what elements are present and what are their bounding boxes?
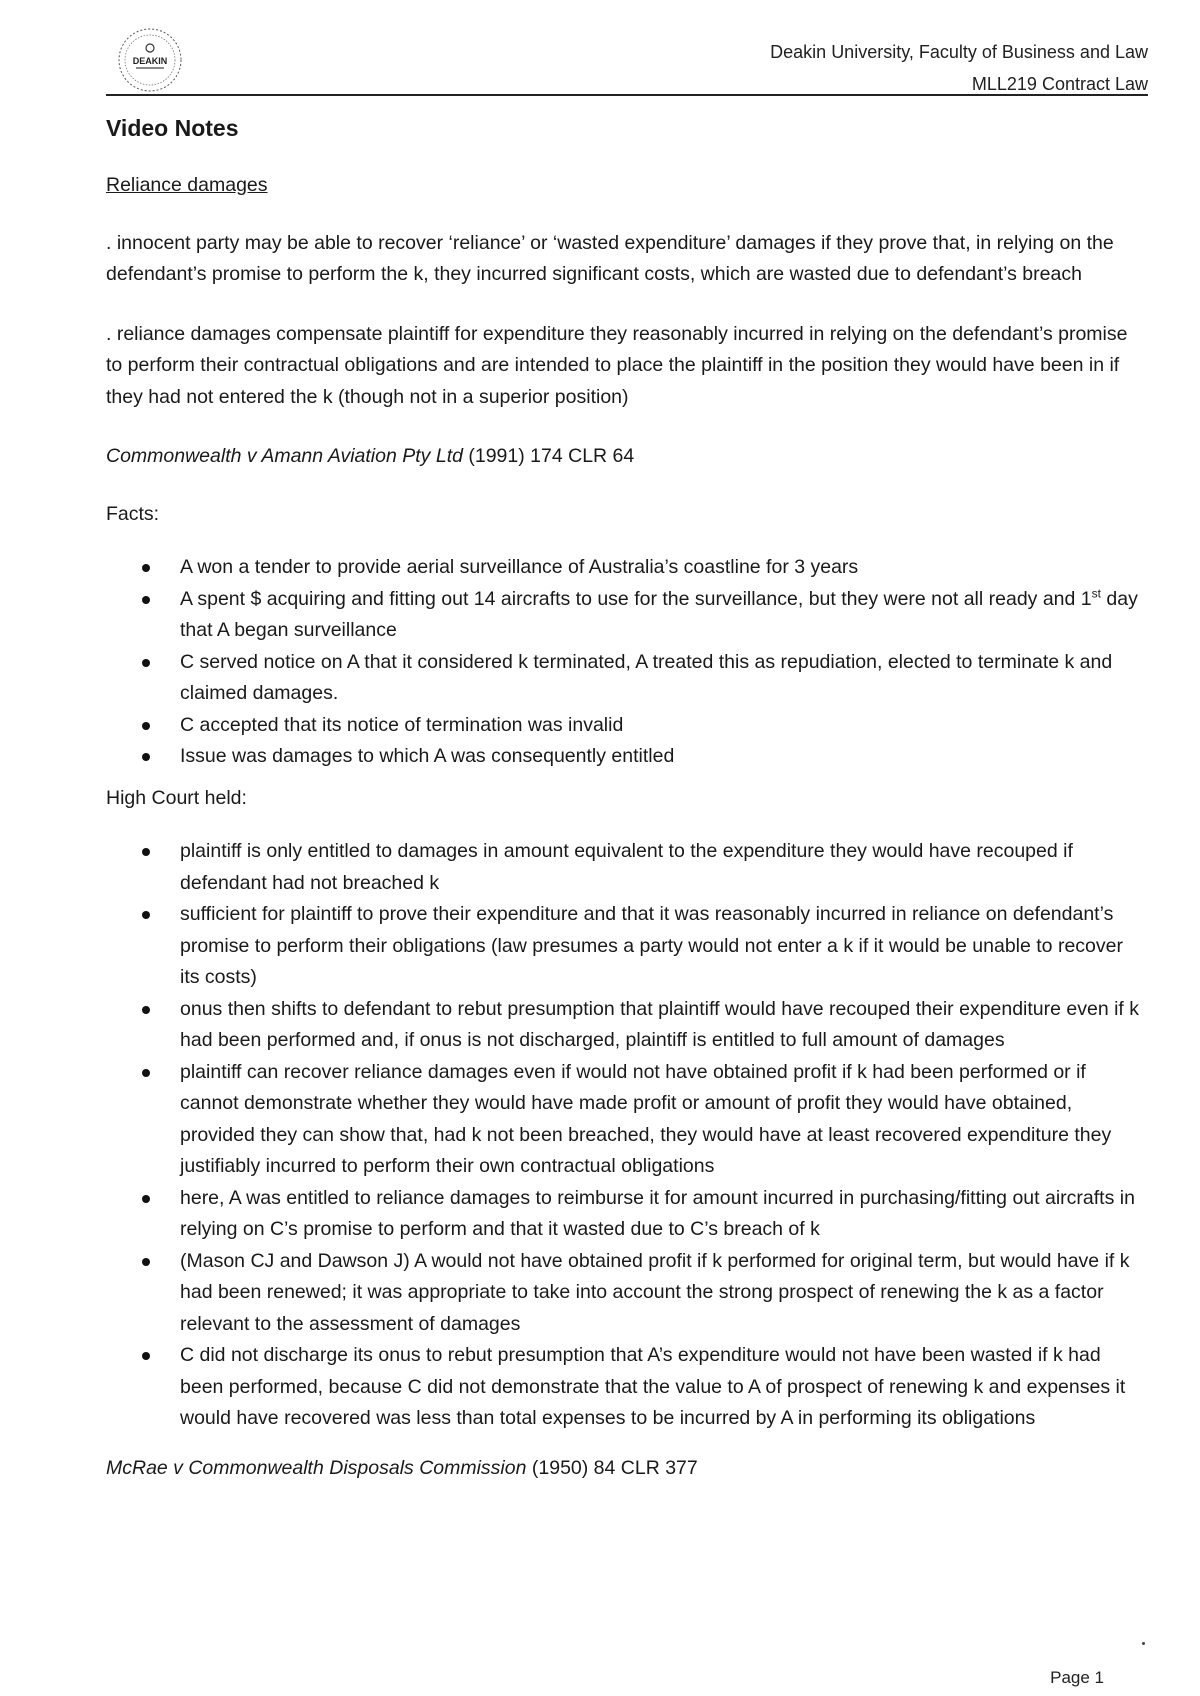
case-reference: (1950) 84 CLR 377 xyxy=(526,1456,698,1479)
held-label: High Court held: xyxy=(106,786,247,809)
case-citation-amann xyxy=(106,441,1146,473)
bullet-icon xyxy=(142,1258,150,1266)
bullet-icon xyxy=(142,848,150,856)
header-divider xyxy=(106,94,1148,96)
stray-mark xyxy=(1142,1642,1145,1645)
case-name: McRae v Commonwealth Disposals Commission xyxy=(106,1456,527,1479)
held-list xyxy=(106,836,1146,1435)
facts-label: Facts: xyxy=(106,502,160,525)
page-header xyxy=(770,36,1148,100)
document-title: Video Notes xyxy=(106,115,239,141)
bullet-icon xyxy=(142,659,150,667)
bullet-icon xyxy=(142,722,150,730)
list-item: plaintiff is only entitled to damages in amount equivalent to the expenditure they would have recouped if defendant had not breached k xyxy=(106,836,1146,899)
paragraph-1: . innocent party may be able to recover ‘reliance’ or ‘wasted expenditure’ damages if they prove that, in relying on the defendant’s promise to perform the k, they incurred significant costs, which are wasted due to defendant’s breach xyxy=(106,231,1114,285)
list-item: A spent $ acquiring and fitting out 14 aircrafts to use for the surveillance, but they were not all ready and 1st day that A began surveillance xyxy=(106,584,1146,647)
bullet-icon xyxy=(142,911,150,919)
bullet-icon xyxy=(142,1069,150,1077)
paragraph-2: . reliance damages compensate plaintiff for expenditure they reasonably incurred in relying on the defendant’s promise to perform their contractual obligations and are intended to place the plaintiff in the position they would have been in if they had not entered the k (though not in a superior position) xyxy=(106,322,1128,408)
header-university: Deakin University, Faculty of Business and Law xyxy=(770,42,1148,62)
bullet-icon xyxy=(142,1006,150,1014)
section-heading: Reliance damages xyxy=(106,174,268,196)
list-item: C served notice on A that it considered k terminated, A treated this as repudiation, elected to terminate k and claimed damages. xyxy=(106,647,1146,710)
list-item: C did not discharge its onus to rebut presumption that A’s expenditure would not have been wasted if k had been performed, because C did not demonstrate that the value to A of prospect of renewing k and expenses it would have recovered was less than total expenses to be incurred by A in performing its obligations xyxy=(106,1340,1146,1435)
page-number: Page 1 xyxy=(1050,1668,1104,1687)
facts-list xyxy=(106,552,1146,773)
case-citation-mcrae xyxy=(106,1453,1146,1485)
bullet-icon xyxy=(142,596,150,604)
bullet-icon xyxy=(142,753,150,761)
list-item: Issue was damages to which A was consequently entitled xyxy=(106,741,1146,773)
logo-wordmark: DEAKIN xyxy=(132,56,168,66)
bullet-icon xyxy=(142,1352,150,1360)
bullet-icon xyxy=(142,1195,150,1203)
bullet-icon xyxy=(142,564,150,572)
case-name: Commonwealth v Amann Aviation Pty Ltd xyxy=(106,445,463,467)
page-content xyxy=(106,106,1146,1510)
header-unit: MLL219 Contract Law xyxy=(971,74,1148,94)
list-item: A won a tender to provide aerial surveillance of Australia’s coastline for 3 years xyxy=(106,552,1146,584)
list-item: here, A was entitled to reliance damages to reimburse it for amount incurred in purchasing/fitting out aircrafts in relying on C’s promise to perform and that it wasted due to C’s breach of k xyxy=(106,1183,1146,1246)
list-item: sufficient for plaintiff to prove their expenditure and that it was reasonably incurred in reliance on defendant’s promise to perform their obligations (law presumes a party would not enter a k if it would be unable to recover its costs) xyxy=(106,899,1146,994)
case-reference: (1991) 174 CLR 64 xyxy=(462,445,635,467)
list-item: C accepted that its notice of termination was invalid xyxy=(106,710,1146,742)
list-item: onus then shifts to defendant to rebut presumption that plaintiff would have recouped their expenditure even if k had been performed and, if onus is not discharged, plaintiff is entitled to full amount of damages xyxy=(106,994,1146,1057)
list-item: (Mason CJ and Dawson J) A would not have obtained profit if k performed for original term, but would have if k had been renewed; it was appropriate to take into account the strong prospect of renewing the k as a factor relevant to the assessment of damages xyxy=(106,1246,1146,1341)
deakin-logo xyxy=(116,26,184,94)
list-item: plaintiff can recover reliance damages even if would not have obtained profit if k had been performed or if cannot demonstrate whether they would have made profit or amount of profit they would have obtained, provided they can show that, had k not been breached, they would have at least recovered expenditure they justifiably incurred to perform their own contractual obligations xyxy=(106,1057,1146,1183)
